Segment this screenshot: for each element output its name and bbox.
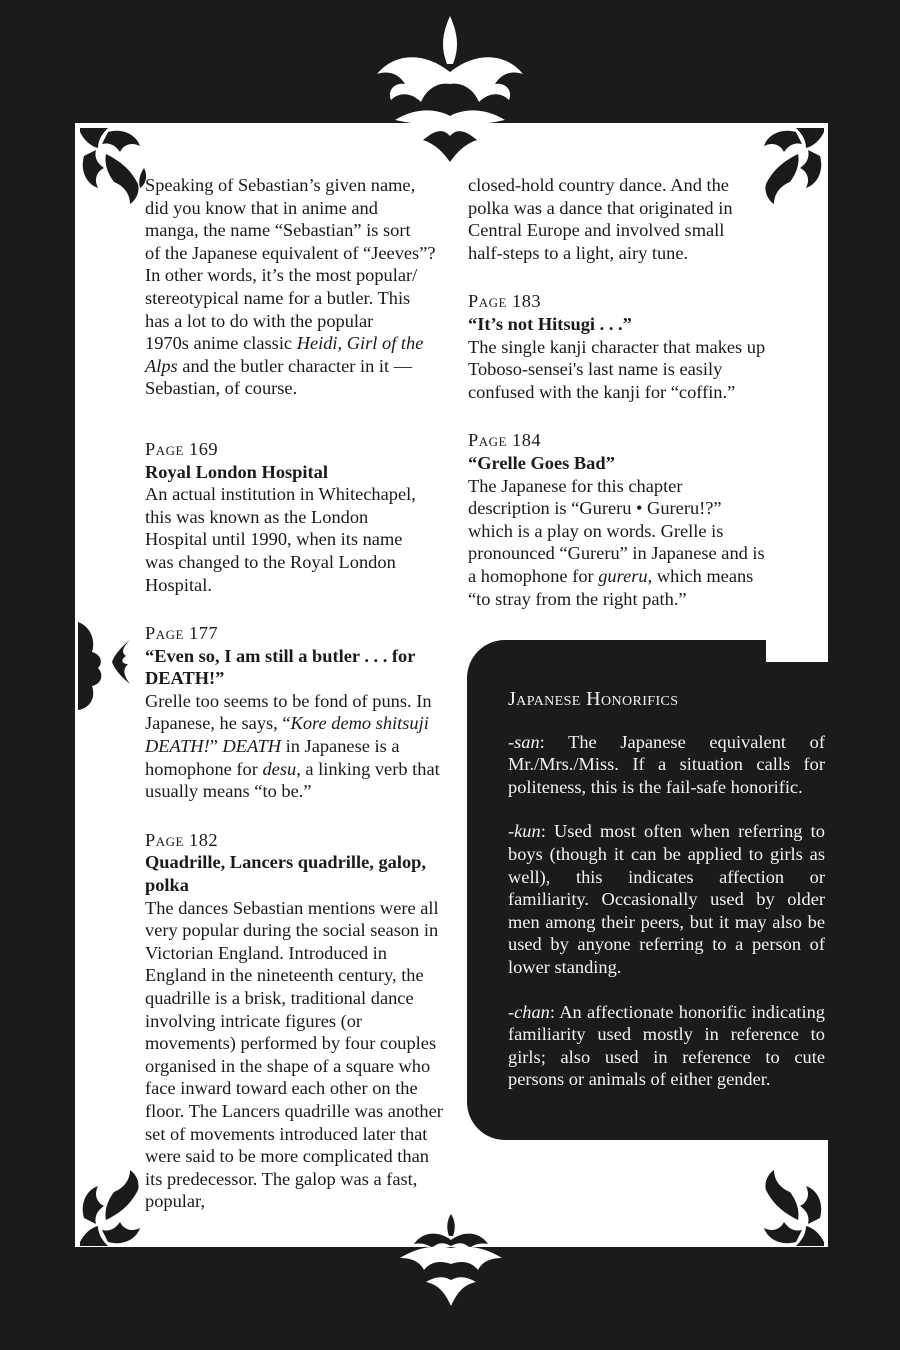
honorifics-title: Japanese Honorifics bbox=[508, 688, 679, 710]
page-number: Page 169 bbox=[145, 438, 219, 459]
honorific-kun: -kun: Used most often when referring to boys (though it can be applied to girls as well), this indicates affection or familiarity. Occasionally used by older men among their peers, but it may also be used by anyone referring to a person of lower standing. bbox=[508, 821, 825, 977]
page-number: Page 184 bbox=[468, 430, 542, 451]
entry-heading: “Grelle Goes Bad” bbox=[468, 452, 615, 473]
entry-page-182 bbox=[145, 829, 445, 1213]
side-left-icon bbox=[76, 612, 136, 712]
entry-body: An actual institution in Whitechapel, this was known as the London Hospital until 1990, when its name was changed to the Royal London Hospital. bbox=[145, 484, 416, 595]
honorifics-content bbox=[508, 688, 825, 1113]
continuation-paragraph: closed-hold country dance. And the polka was a dance that originated in Central Europe and involved small half-steps to a light, airy tune. bbox=[468, 175, 733, 263]
entry-heading: Royal London Hospital bbox=[145, 461, 328, 482]
entry-body: The Japanese for this chapter description is “Gureru • Gureru!?” which is a play on words. Grelle is pronounced “Gureru” in Japanese and is a homophone for gureru, which means “to stray from the right path.” bbox=[468, 475, 765, 609]
entry-page-184 bbox=[468, 429, 768, 610]
entry-heading: “Even so, I am still a butler . . . for DEATH!” bbox=[145, 645, 416, 689]
entry-heading: Quadrille, Lancers quadrille, galop, polka bbox=[145, 852, 426, 896]
honorifics-box bbox=[467, 640, 828, 1140]
entry-page-183 bbox=[468, 290, 768, 403]
intro-paragraph: Speaking of Sebastian’s given name, did you know that in anime and manga, the name “Sebastian” is sort of the Japanese equivalent of “Jeeves”? In other words, it’s the most popular/ stereotypical name for a butler. This has a lot to do with the popular 1970s anime classic Heidi, Girl of the Alps and the butler character in it — Sebastian, of course. bbox=[145, 175, 436, 399]
corner-bottom-right-icon bbox=[740, 1160, 826, 1247]
left-column bbox=[145, 174, 445, 1213]
entry-body: The dances Sebastian mentions were all very popular during the social season in Victorian England. Introduced in England in the nineteenth century, the quadrille is a brisk, traditional dance involving intricate figures (or movements) performed by four couples organised in the shape of a square who face inward toward each other on the floor. The Lancers quadrille was another set of movements introduced later that were said to be more complicated than its predecessor. The galop was a fast, popular, bbox=[145, 897, 443, 1212]
entry-body: The single kanji character that makes up Toboso-sensei's last name is easily confused with the kanji for “coffin.” bbox=[468, 336, 766, 402]
page-number: Page 177 bbox=[145, 623, 219, 644]
honorific-chan: -chan: An affectionate honorific indicating familiarity used mostly in reference to girls; also used in reference to cute persons or animals of either gender. bbox=[508, 1001, 825, 1090]
fleur-top-icon bbox=[365, 12, 535, 162]
page-number: Page 182 bbox=[145, 829, 219, 850]
page-number: Page 183 bbox=[468, 291, 542, 312]
entry-heading: “It’s not Hitsugi . . .” bbox=[468, 313, 632, 334]
box-notch bbox=[766, 640, 828, 662]
entry-page-177 bbox=[145, 622, 445, 803]
right-column bbox=[468, 174, 768, 610]
fleur-bottom-icon bbox=[398, 1212, 504, 1308]
entry-page-169 bbox=[145, 438, 445, 596]
entry-body: Grelle too seems to be fond of puns. In Japanese, he says, “Kore demo shitsuji DEATH!” DEATH in Japanese is a homophone for desu, a linking verb that usually means “to be.” bbox=[145, 690, 440, 802]
honorific-san: -san: The Japanese equivalent of Mr./Mrs./Miss. If a situation calls for politeness, this is the fail-safe honorific. bbox=[508, 731, 825, 797]
